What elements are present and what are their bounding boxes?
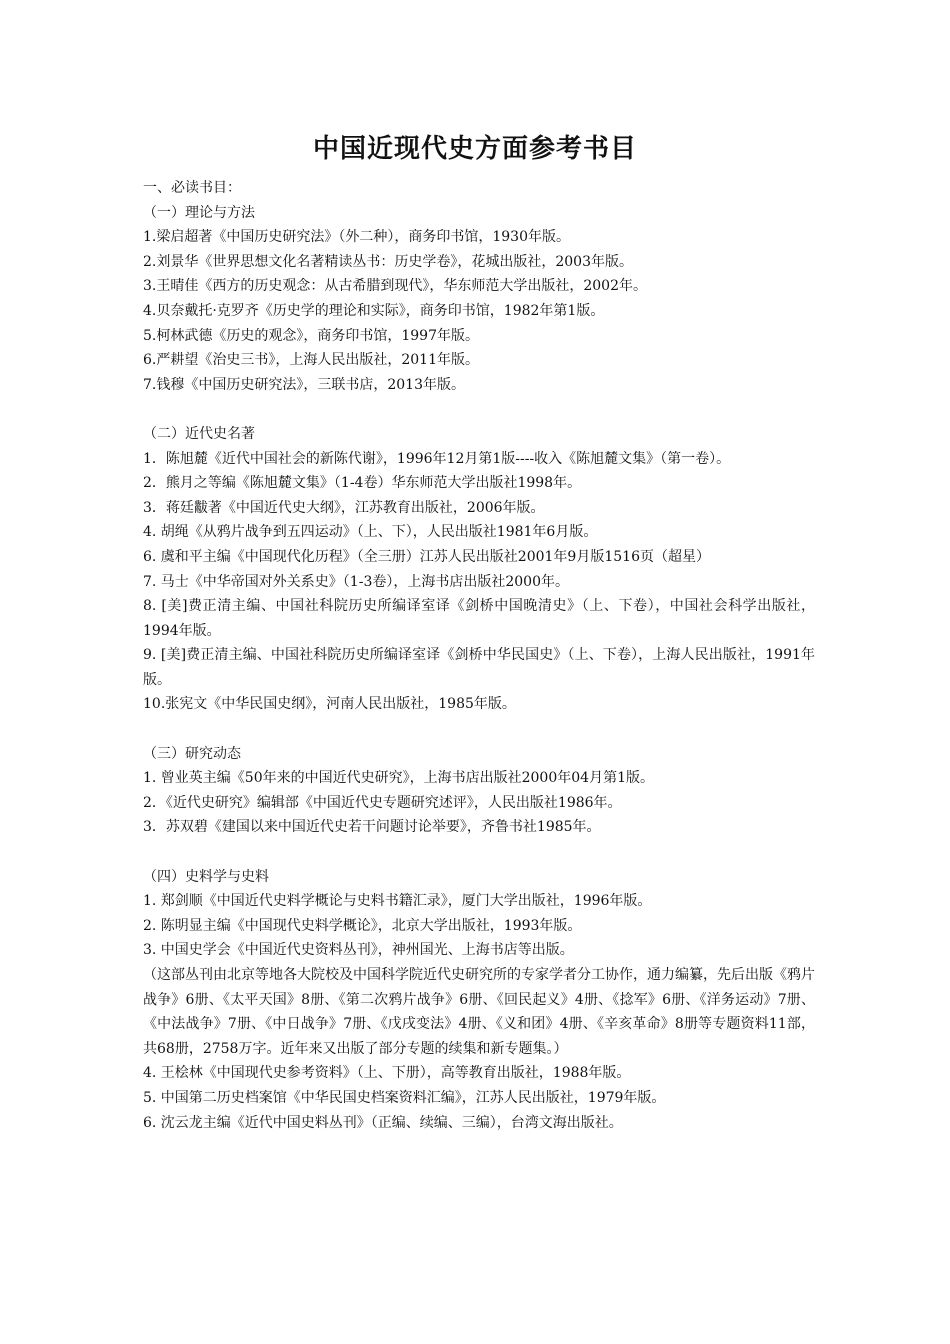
list-item: 3．苏双碧《建国以来中国近代史若干问题讨论举要》，齐鲁书社1985年。 — [143, 819, 601, 836]
document-body — [143, 176, 815, 1135]
list-item: 10.张宪文《中华民国史纲》，河南人民出版社，1985年版。 — [143, 696, 516, 713]
list-item: 4. 王桧林《中国现代史参考资料》（上、下册），高等教育出版社，1988年版。 — [143, 1065, 631, 1082]
spacer — [143, 717, 815, 742]
section-heading: （三）研究动态 — [143, 745, 241, 762]
list-item: 8. [美]费正清主编、中国社科院历史所编译室译《剑桥中国晚清史》（上、下卷），中国社会科学出版社，1994年版。 — [143, 598, 815, 639]
section-heading: （二）近代史名著 — [143, 425, 255, 442]
list-item: 1. 曾业英主编《50年来的中国近代史研究》，上海书店出版社2000年04月第1版。 — [143, 770, 654, 787]
list-item: 6. 沈云龙主编《近代中国史料丛刊》（正编、续编、三编），台湾文海出版社。 — [143, 1114, 623, 1131]
list-item: 6. 虞和平主编《中国现代化历程》（全三册）江苏人民出版社2001年9月版1516页（超星） — [143, 548, 710, 565]
list-item: 2.刘景华《世界思想文化名著精读丛书：历史学卷》，花城出版社，2003年版。 — [143, 253, 633, 270]
list-item: 1．陈旭麓《近代中国社会的新陈代谢》，1996年12月第1版----收入《陈旭麓文集》（第一卷）。 — [143, 450, 731, 467]
intro-heading: 一、必读书目： — [143, 180, 241, 196]
list-item: 3. 中国史学会《中国近代史资料丛刊》，神州国光、上海书店等出版。 — [143, 942, 574, 959]
spacer — [143, 397, 815, 422]
list-item: 2．《近代史研究》编辑部《中国近代史专题研究述评》，人民出版社1986年。 — [143, 794, 622, 811]
section-heading: （四）史料学与史料 — [143, 868, 269, 885]
list-item: 5. 中国第二历史档案馆《中华民国史档案资料汇编》，江苏人民出版社，1979年版。 — [143, 1089, 666, 1106]
list-item: 7. 马士《中华帝国对外关系史》（1-3卷），上海书店出版社2000年。 — [143, 573, 569, 590]
list-item: 9. [美]费正清主编、中国社科院历史所编译室译《剑桥中华民国史》（上、下卷），上海人民出版社，1991年版。 — [143, 647, 815, 688]
list-item-note: （这部丛刊由北京等地各大院校及中国科学院近代史研究所的专家学者分工协作，通力编纂，先后出版《鸦片战争》6册、《太平天国》8册、《第二次鸦片战争》6册、《回民起义》4册、《捻军》6册、《洋务运动》7册、《中法战争》7册、《中日战争》7册、《戊戌变法》4册、《义和团》4册、《辛亥革命》8册等专题资料11部，共68册，2758万字。近年来又出版了部分专题的续集和新专题集。） — [143, 967, 815, 1057]
list-item: 5.柯林武德《历史的观念》，商务印书馆，1997年版。 — [143, 327, 479, 344]
list-item: 6.严耕望《治史三书》，上海人民出版社，2011年版。 — [143, 352, 479, 369]
list-item: 3．蒋廷黻著《中国近代史大纲》，江苏教育出版社，2006年版。 — [143, 499, 545, 516]
document-title: 中国近现代史方面参考书目 — [312, 134, 637, 164]
list-item: 1. 郑剑顺《中国近代史料学概论与史料书籍汇录》，厦门大学出版社，1996年版。 — [143, 893, 652, 910]
list-item: 4.贝奈戴托·克罗齐《历史学的理论和实际》，商务印书馆，1982年第1版。 — [143, 302, 605, 319]
section-heading: （一）理论与方法 — [143, 204, 255, 221]
list-item: 3.王晴佳《西方的历史观念：从古希腊到现代》，华东师范大学出版社，2002年。 — [143, 278, 647, 295]
list-item: 1.梁启超著《中国历史研究法》（外二种），商务印书馆，1930年版。 — [143, 229, 570, 246]
spacer — [143, 840, 815, 865]
list-item: 2．熊月之等编《陈旭麓文集》（1-4卷）华东师范大学出版社1998年。 — [143, 475, 582, 492]
list-item: 2. 陈明显主编《中国现代史料学概论》，北京大学出版社，1993年版。 — [143, 917, 582, 934]
list-item: 4. 胡绳《从鸦片战争到五四运动》（上、下），人民出版社1981年6月版。 — [143, 524, 598, 541]
list-item: 7.钱穆《中国历史研究法》，三联书店，2013年版。 — [143, 376, 465, 393]
